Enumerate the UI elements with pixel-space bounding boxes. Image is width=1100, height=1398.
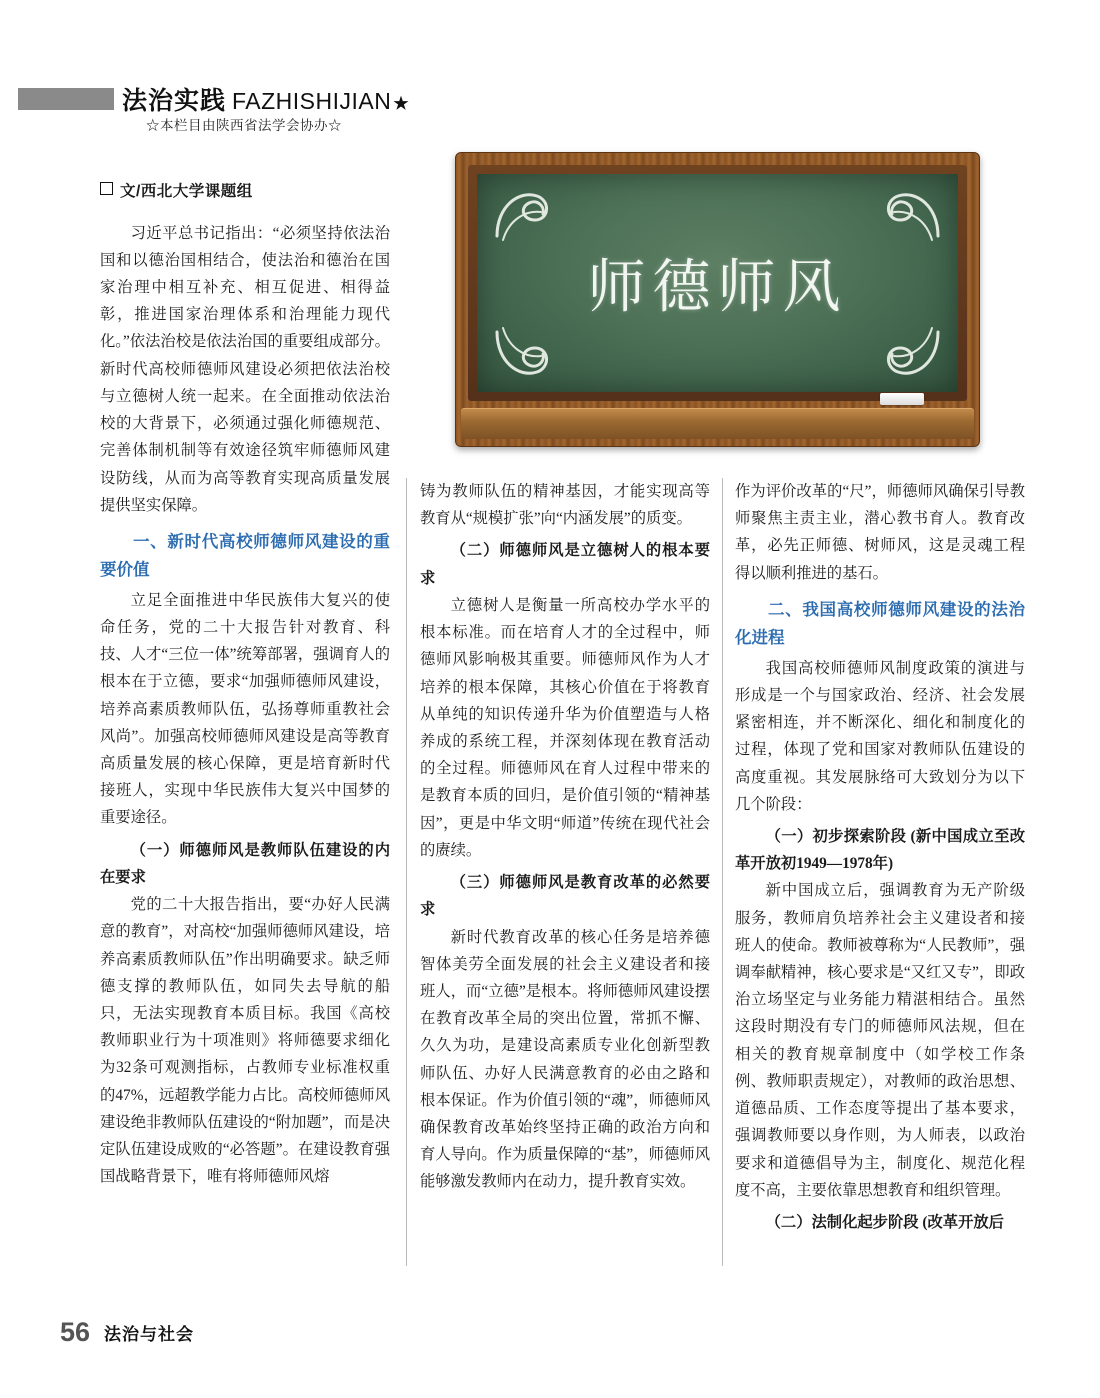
page-header — [0, 78, 1100, 138]
blackboard-illustration — [455, 152, 980, 447]
body-paragraph: 新时代教育改革的核心任务是培养德智体美劳全面发展的社会主义建设者和接班人，而“立德”是根本。将师德师风建设摆在教育改革全局的突出位置，常抓不懈、久久为功，是建设高素质专业化创新型教师队伍、办好人民满意教育的必由之路和根本保证。作为价值引领的“魂”，师德师风确保教育改革始终坚持正确的政治方向和育人导向。作为质量保障的“基”，师德师风能够激发教师内在动力，提升教育实效。 — [420, 928, 710, 1191]
body-paragraph: 立足全面推进中华民族伟大复兴的使命任务，党的二十大报告针对教育、科技、人才“三位一体”统筹部署，强调育人的根本在于立德，要求“加强师德师风建设，培养高素质教师队伍，弘扬尊师重教社会风尚”。加强高校师德师风建设是高等教育高质量发展的核心保障，更是培育新时代接班人，实现中华民族伟大复兴中国梦的重要途径。 — [100, 591, 390, 827]
section-title-pinyin: FAZHISHIJIAN — [232, 88, 392, 114]
column-divider — [722, 478, 723, 1266]
star-icon: ★ — [393, 94, 410, 113]
page-footer — [60, 1317, 194, 1348]
square-bullet-icon — [100, 182, 113, 195]
subsection-heading: （一）初步探索阶段 (新中国成立至改革开放初1949—1978年) — [735, 827, 1025, 873]
blackboard-tray — [461, 408, 974, 439]
blackboard-surface — [477, 174, 958, 392]
section-heading: 二、我国高校师德师风建设的法治化进程 — [735, 600, 1025, 648]
subsection-heading: （三）师德师风是教育改革的必然要求 — [420, 874, 710, 919]
column-right-body — [735, 478, 1025, 1236]
blackboard-text: 师德师风 — [587, 254, 848, 320]
flourish-ornament-icon — [870, 186, 942, 244]
body-paragraph: 我国高校师德师风制度政策的演进与形成是一个与国家政治、经济、社会发展紧密相连，并不断深化、细化和制度化的过程，体现了党和国家对教师队伍建设的高度重视。其发展脉络可大致划分为以下几个阶段： — [735, 659, 1025, 813]
body-paragraph: 党的二十大报告指出，要“办好人民满意的教育”，对高校“加强师德师风建设，培养高素质教师队伍”作出明确要求。缺乏师德支撑的教师队伍，如同失去导航的船只，无法实现教育本质目标。我国《高校教师职业行为十项准则》将师德要求细化为32条可观测指标，占教师专业标准权重的47%，远超教学能力占比。高校师德师风建设绝非教师队伍建设的“附加题”，而是决定队伍建设成败的“必答题”。在建设教育强国战略背景下，唯有将师德师风熔 — [100, 896, 390, 1186]
subsection-heading: （二）师德师风是立德树人的根本要求 — [420, 542, 710, 587]
chalk-stick — [880, 393, 924, 405]
flourish-ornament-icon — [493, 324, 565, 382]
section-subtitle: ☆本栏目由陕西省法学会协办☆ — [146, 118, 342, 133]
header-accent-bar — [18, 88, 114, 110]
flourish-ornament-icon — [493, 186, 565, 244]
article-column-right — [735, 478, 1025, 1236]
column-left-body — [100, 220, 390, 1191]
section-title-cn: 法治实践 — [122, 87, 227, 115]
article-column-left — [100, 178, 390, 1191]
body-paragraph: 立德树人是衡量一所高校办学水平的根本标准。而在培育人才的全过程中，师德师风影响极其重要。师德师风作为人才培养的根本保障，其核心价值在于将教育从单纯的知识传递升华为价值塑造与人格养成的系统工程，并深刻体现在教育活动的全过程。师德师风在育人过程中带来的是教育本质的回归，是价值引领的“精神基因”，更是中华文明“师道”传统在现代社会的赓续。 — [420, 596, 710, 859]
byline-text: 文/西北大学课题组 — [120, 183, 253, 200]
column-divider — [406, 478, 407, 1266]
subsection-heading: （二）法制化起步阶段 (改革开放后 — [765, 1214, 1004, 1231]
flourish-ornament-icon — [870, 324, 942, 382]
subsection-heading: （一）师德师风是教师队伍建设的内在要求 — [100, 841, 390, 886]
page-number: 56 — [60, 1317, 91, 1347]
article-byline — [100, 178, 390, 206]
body-paragraph: 铸为教师队伍的精神基因，才能实现高等教育从“规模扩张”向“内涵发展”的质变。 — [420, 483, 710, 528]
publication-title: 法治与社会 — [104, 1325, 195, 1344]
body-paragraph: 习近平总书记指出：“必须坚持依法治国和以德治国相结合，使法治和德治在国家治理中相互补充、相互促进、相得益彰，推进国家治理体系和治理能力现代化。”依法治校是依法治国的重要组成部分。新时代高校师德师风建设必须把依法治校与立德树人统一起来。在全面推动依法治校的大背景下，必须通过强化师德规范、完善体制机制等有效途径筑牢师德师风建设防线，从而为高等教育实现高质量发展提供坚实保障。 — [100, 224, 390, 514]
article-column-middle — [420, 478, 710, 1196]
body-paragraph: 新中国成立后，强调教育为无产阶级服务，教师肩负培养社会主义建设者和接班人的使命。教师被尊称为“人民教师”，强调奉献精神，核心要求是“又红又专”，即政治立场坚定与业务能力精湛相结合。虽然这段时期没有专门的师德师风法规，但在相关的教育规章制度中（如学校工作条例、教师职责规定），对教师的政治思想、道德品质、工作态度等提出了基本要求，强调教师要以身作则，为人师表，以政治要求和道德倡导为主，制度化、规范化程度不高，主要依靠思想教育和组织管理。 — [735, 882, 1025, 1199]
section-title — [122, 81, 410, 117]
section-heading: 一、新时代高校师德师风建设的重要价值 — [100, 532, 390, 580]
column-mid-body — [420, 478, 710, 1196]
body-paragraph: 作为评价改革的“尺”，师德师风确保引导教师聚焦主责主业，潜心教书育人。教育改革，必先正师德、树师风，这是灵魂工程得以顺利推进的基石。 — [735, 483, 1025, 582]
